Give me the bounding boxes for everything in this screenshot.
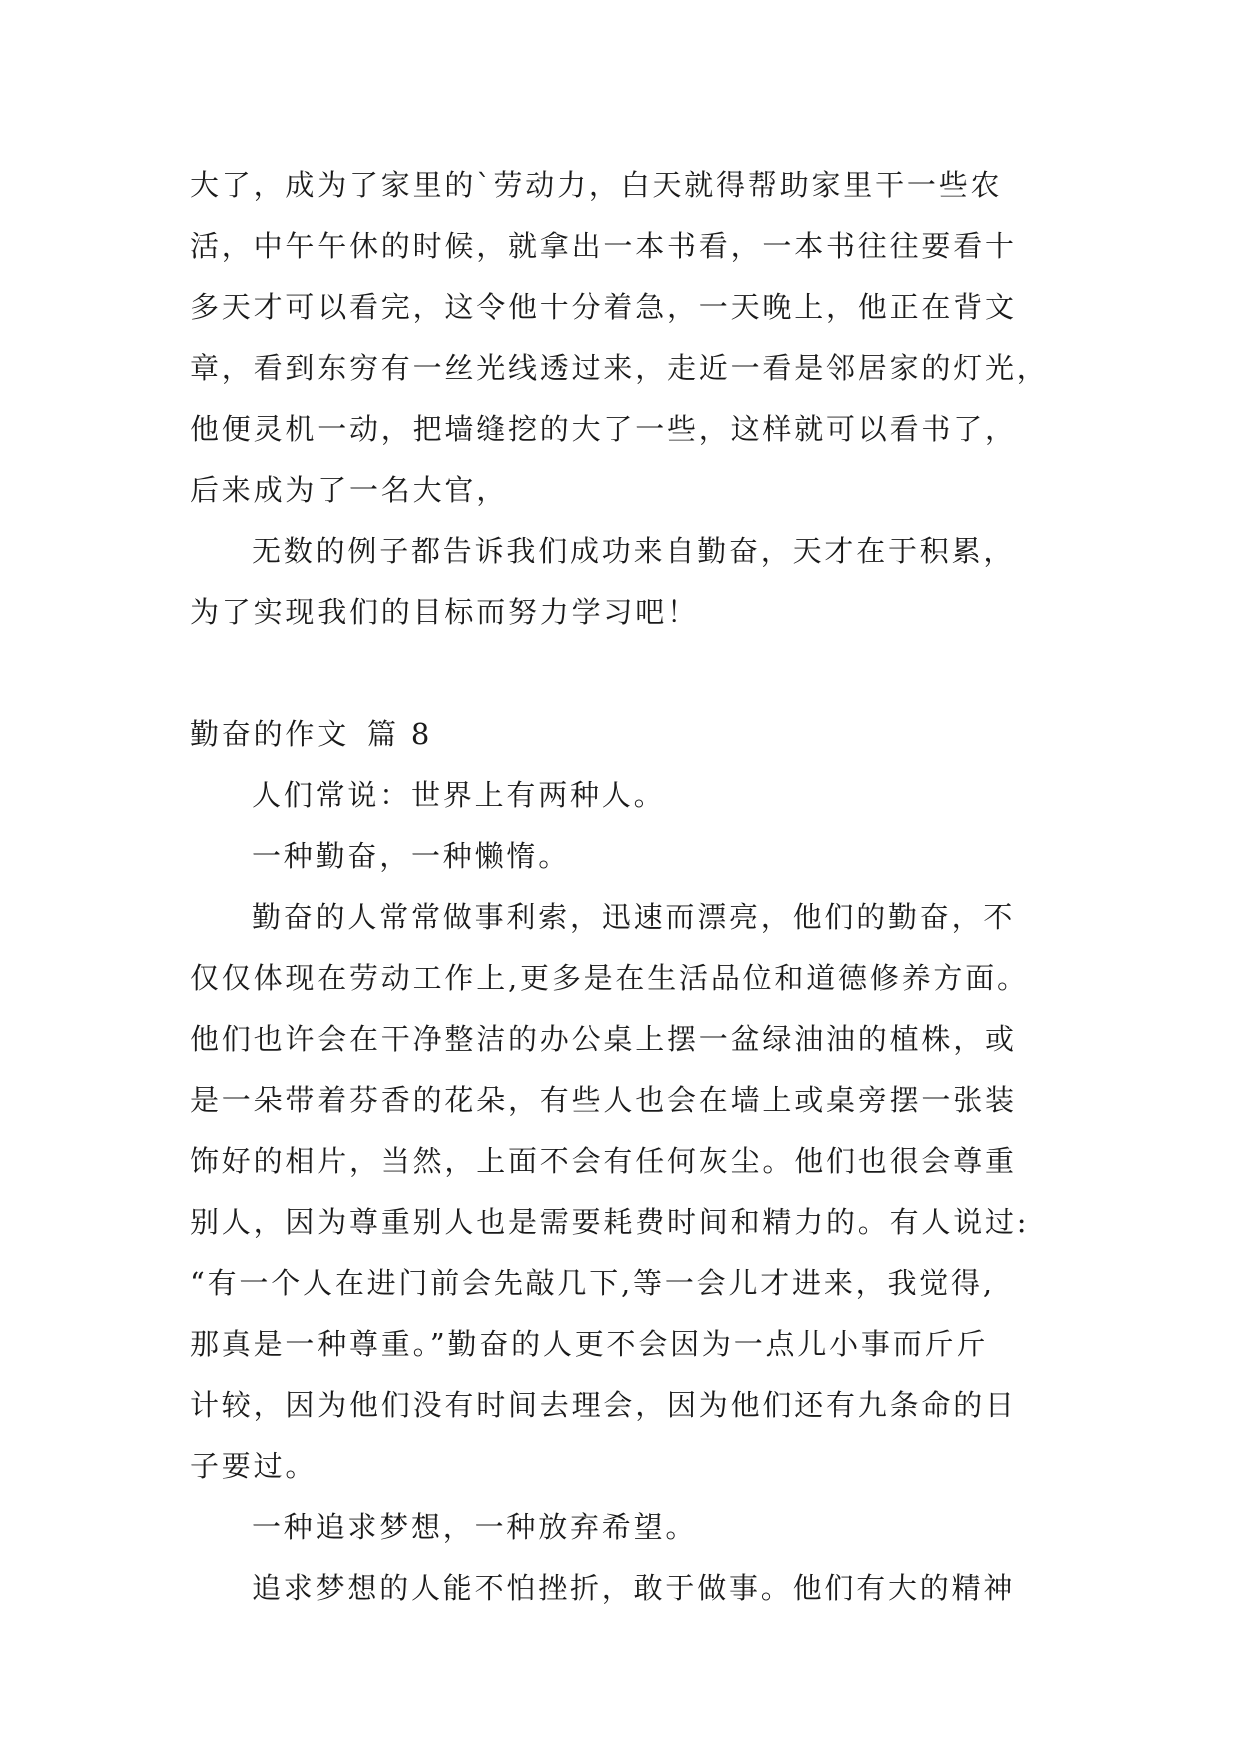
text-line: 后来成为了一名大官， (190, 473, 509, 507)
text-line: 大了，成为了家里的`劳动力，白天就得帮助家里干一些农 (190, 168, 1003, 202)
document-body (190, 155, 1060, 1619)
blank-line (190, 643, 1060, 704)
text-line: 为了实现我们的目标而努力学习吧！ (190, 595, 699, 629)
text-line: 多天才可以看完，这令他十分着急，一天晚上，他正在背文 (190, 290, 1017, 324)
text-line: 他们也许会在干净整洁的办公桌上摆一盆绿油油的植株，或 (190, 1022, 1017, 1056)
paragraph: 一种勤奋，一种懒惰。 (252, 839, 571, 873)
section-heading-number: 篇 8 (367, 717, 433, 751)
text-line: 章，看到东穷有一丝光线透过来，走近一看是邻居家的灯光， (190, 351, 1049, 385)
text-line: 无数的例子都告诉我们成功来自勤奋，天才在于积累， (252, 534, 1016, 568)
text-line: 计较，因为他们没有时间去理会，因为他们还有九条命的日 (190, 1388, 1017, 1422)
text-line: 别人，因为尊重别人也是需要耗费时间和精力的。有人说过: (190, 1205, 1030, 1239)
section-heading (190, 704, 1060, 765)
text-line: 是一朵带着芬香的花朵，有些人也会在墙上或桌旁摆一张装 (190, 1083, 1017, 1117)
text-line: “有一个人在进门前会先敲几下,等一会儿才进来，我觉得, (190, 1266, 995, 1300)
text-line: 子要过。 (190, 1449, 318, 1483)
text-line: 勤奋的人常常做事利索，迅速而漂亮，他们的勤奋，不 (252, 900, 1016, 934)
text-line: 仅仅体现在劳动工作上,更多是在生活品位和道德修养方面。 (190, 961, 1029, 995)
text-line: 那真是一种尊重。”勤奋的人更不会因为一点儿小事而斤斤 (190, 1327, 989, 1361)
text-line: 饰好的相片，当然，上面不会有任何灰尘。他们也很会尊重 (190, 1144, 1017, 1178)
text-line: 他便灵机一动，把墙缝挖的大了一些，这样就可以看书了， (190, 412, 1017, 446)
text-line: 活，中午午休的时候，就拿出一本书看，一本书往往要看十 (190, 229, 1017, 263)
paragraph: 追求梦想的人能不怕挫折，敢于做事。他们有大的精神 (252, 1571, 1016, 1605)
section-heading-title: 勤奋的作文 (190, 717, 350, 751)
paragraph: 一种追求梦想，一种放弃希望。 (252, 1510, 698, 1544)
paragraph: 人们常说：世界上有两种人。 (252, 778, 666, 812)
